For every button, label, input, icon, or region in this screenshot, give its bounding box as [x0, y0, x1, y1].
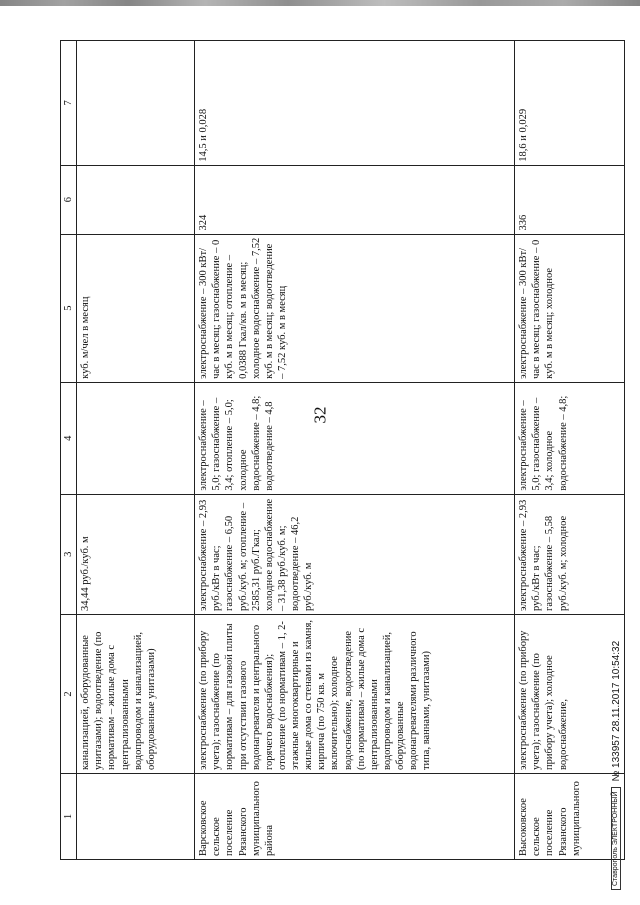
page-number: 32	[310, 406, 330, 424]
table-container	[60, 40, 626, 860]
header-cell: 4	[61, 382, 77, 494]
table-row	[195, 41, 515, 860]
cell-growth: электроснабжение – 5,0; газоснабжение – 3,4; холодное водоснабжение – 4,8;	[515, 382, 625, 494]
header-cell: 5	[61, 234, 77, 382]
cell-volumes: электроснабжение – 300 кВт/час в месяц; газоснабжение – 0 куб. м в месяц; отопление – 0,0388 Гкал/кв. м в месяц; холодное водоснабжение – 7,52 куб. м в месяц; водоотведение – 7,52 куб. м в месяц	[195, 234, 515, 382]
header-row	[61, 41, 77, 860]
document-id: № 133957 28.11.2017 10:54:32	[610, 640, 622, 782]
cell-settlement	[77, 774, 195, 860]
footer-area	[604, 620, 628, 890]
cell-growth	[77, 382, 195, 494]
cell-services: электроснабжение (по прибору учета); газоснабжение (по нормативам – для газовой плиты при отсутствии газового водонагревателя и центрального горячего водоснабжения); отопление (по нормативам – 1, 2-этажные многоквартирные и жилые дома со стенами из камня, кирпича (по 750 кв. м включительно); холодное водоснабжение, водоотведение (по нормативам – жилые дома с централизованными водопроводом и канализацией, оборудованные водонагревателями различного типа, ваннами, унитазами)	[195, 614, 515, 773]
header-cell: 2	[61, 614, 77, 773]
header-cell: 3	[61, 494, 77, 614]
cell-share: 14,5 и 0,028	[195, 41, 515, 166]
cell-share: 18,6 и 0,029	[515, 41, 625, 166]
cell-tariffs: электроснабжение – 2,93 руб./кВт в час; газоснабжение – 5,58 руб./куб. м; холодное	[515, 494, 625, 614]
scan-edge-noise	[0, 0, 640, 6]
header-cell: 7	[61, 41, 77, 166]
cell-services: электроснабжение (по прибору учета); газоснабжение (по прибору учета); холодное водоснабжение,	[515, 614, 625, 773]
cell-volumes: электроснабжение – 300 кВт/час в месяц; газоснабжение – 0 куб. м в месяц; холодное	[515, 234, 625, 382]
table-row	[77, 41, 195, 860]
cell-population: 336	[515, 165, 625, 234]
cell-growth: электроснабжение – 5,0; газоснабжение – 3,4; отопление – 5,0; холодное водоснабжение – 4,8; водоотведение – 4,8	[195, 382, 515, 494]
rotated-table-area	[60, 40, 582, 860]
cell-share	[77, 41, 195, 166]
data-table	[60, 40, 625, 860]
header-cell: 6	[61, 165, 77, 234]
cell-services: канализацией, оборудованные унитазами); водоотведение (по нормативам – жилые дома с централизованными водопроводом и канализацией, оборудованные унитазами)	[77, 614, 195, 773]
cell-settlement: Высоковское сельское поселение Рязанского муниципального	[515, 774, 625, 860]
cell-settlement: Варсковское сельское поселение Рязанского муниципального района	[195, 774, 515, 860]
document-stamp: Ставрополь ЭЛЕКТРОННЫЙ	[611, 788, 621, 891]
cell-population	[77, 165, 195, 234]
cell-tariffs: 34,44 руб./куб. м	[77, 494, 195, 614]
cell-tariffs: электроснабжение – 2,93 руб./кВт в час; газоснабжение – 6,50 руб./куб. м; отопление – 2585,31 руб./Гкал; холодное водоснабжение – 31,38 руб./куб. м; водоотведение – 46,2 руб./куб. м	[195, 494, 515, 614]
header-cell: 1	[61, 774, 77, 860]
cell-volumes: куб. м/чел в месяц	[77, 234, 195, 382]
cell-population: 324	[195, 165, 515, 234]
footer-rotated	[604, 620, 628, 890]
